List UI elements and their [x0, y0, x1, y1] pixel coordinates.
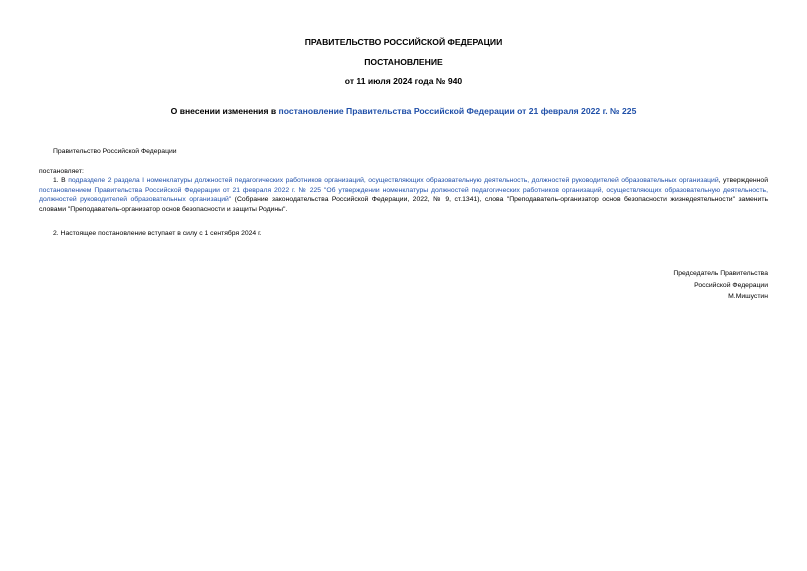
title-prefix: О внесении изменения в — [170, 106, 279, 116]
document-type: ПОСТАНОВЛЕНИЕ — [364, 57, 443, 67]
document-title — [0, 106, 807, 116]
title-link-resolution-225[interactable]: постановление Правительства Российской Федерации от 21 февраля 2022 г. № 225 — [278, 106, 637, 116]
government-heading: ПРАВИТЕЛЬСТВО РОССИЙСКОЙ ФЕДЕРАЦИИ — [304, 37, 503, 47]
paragraph-1 — [39, 176, 768, 214]
paragraph-1-number: 1. В — [53, 177, 69, 184]
paragraph-1-text-2: (Собрание законодательства Российской Федерации, 2022, № 9, ст.1341), слова "Преподаватель-организатор основ безопасности жизнедеятельности" заменить словами "Преподаватель-организатор основ безопасности и защиты Родины". — [39, 196, 768, 213]
resolves-word: постановляет: — [39, 168, 84, 175]
issuing-authority: Правительство Российской Федерации — [53, 148, 177, 155]
paragraph-2: 2. Настоящее постановление вступает в силу с 1 сентября 2024 г. — [53, 230, 262, 237]
paragraph-1-text-1: , утвержденной — [718, 177, 769, 184]
link-resolution-225[interactable]: постановлением Правительства Российской Федерации от 21 февраля 2022 г. № 225 "Об утверждении номенклатуры должностей педагогических работников организаций, осуществляющих образовательную деятельность, должностей руководителей образовательных организаций" — [39, 186, 768, 203]
signature-title-line-2: Российской Федерации — [694, 281, 768, 289]
document-date-number: от 11 июля 2024 года № 940 — [344, 76, 463, 86]
signature-title-line-1: Председатель Правительства — [673, 270, 768, 277]
signature-name: М.Мишустин — [728, 293, 768, 300]
signature-block — [673, 268, 768, 303]
link-nomenclature-subsection[interactable]: подразделе 2 раздела I номенклатуры должностей педагогических работников организаций, осуществляющих образовательную деятельность, должностей руководителей образовательных организаций — [68, 177, 719, 184]
